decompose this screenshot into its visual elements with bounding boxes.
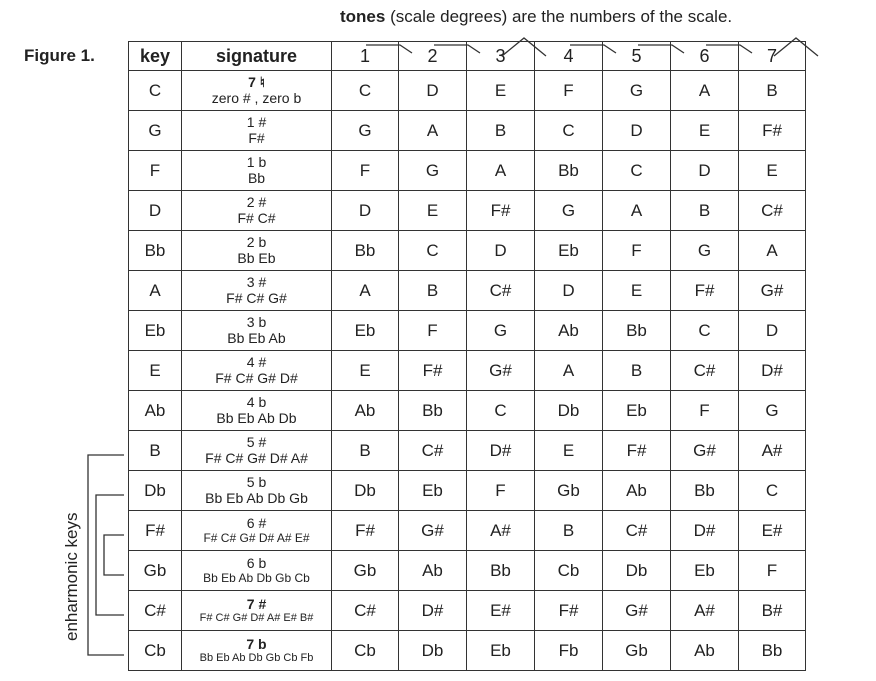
tone-cell: C#: [739, 191, 806, 231]
signature-count: 3 b: [246, 314, 267, 331]
tone-cell: G#: [739, 271, 806, 311]
key-cell: C: [129, 71, 182, 111]
tone-cell: Ab: [332, 391, 399, 431]
tone-cell: C: [467, 391, 535, 431]
tone-cell: Gb: [332, 551, 399, 591]
degree-header: 5: [603, 42, 671, 71]
signature-accidentals: F# C# G# D# A#: [205, 449, 308, 466]
signature-column-header: signature: [182, 42, 332, 71]
tone-cell: C#: [399, 431, 467, 471]
tone-cell: C: [535, 111, 603, 151]
enharmonic-bracket: [104, 535, 124, 575]
tone-cell: G#: [467, 351, 535, 391]
tone-cell: C: [671, 311, 739, 351]
signature-accidentals: zero # , zero b: [211, 89, 302, 106]
key-cell: Db: [129, 471, 182, 511]
whole-step-marker: [570, 45, 616, 53]
tone-cell: F#: [739, 111, 806, 151]
tone-cell: Gb: [535, 471, 603, 511]
tone-cell: Db: [332, 471, 399, 511]
key-cell: E: [129, 351, 182, 391]
tone-cell: Gb: [603, 631, 671, 671]
tone-cell: E: [399, 191, 467, 231]
signature-accidentals: Bb Eb Ab: [227, 329, 286, 346]
tone-cell: F: [671, 391, 739, 431]
tone-cell: C#: [603, 511, 671, 551]
enharmonic-bracket: [96, 495, 124, 615]
tone-cell: F#: [671, 271, 739, 311]
tone-cell: Eb: [535, 231, 603, 271]
tone-cell: Cb: [535, 551, 603, 591]
signature-count: 5 b: [246, 474, 267, 491]
tone-cell: C#: [332, 591, 399, 631]
signature-count: 4 b: [246, 394, 267, 411]
enharmonic-keys-label: enharmonic keys: [62, 512, 81, 641]
tone-cell: Db: [603, 551, 671, 591]
tone-cell: G: [671, 231, 739, 271]
signature-accidentals: F# C# G#: [226, 289, 287, 306]
tone-cell: E: [535, 431, 603, 471]
header-title-bold: tones: [340, 7, 386, 26]
tone-cell: F#: [603, 431, 671, 471]
tone-cell: D#: [467, 431, 535, 471]
tone-cell: E: [603, 271, 671, 311]
tone-cell: Eb: [467, 631, 535, 671]
tone-cell: F: [332, 151, 399, 191]
degree-header: 6: [671, 42, 739, 71]
key-cell: Ab: [129, 391, 182, 431]
tone-cell: Bb: [332, 231, 399, 271]
signature-accidentals: F#: [248, 129, 265, 146]
tone-cell: G#: [603, 591, 671, 631]
signature-accidentals: F# C# G# D# A# E# B#: [199, 612, 314, 625]
key-cell: F: [129, 151, 182, 191]
signature-count: 6 b: [246, 555, 267, 572]
figure-label: Figure 1.: [24, 46, 95, 65]
signature-count: 1 #: [246, 114, 267, 131]
header-title-rest: (scale degrees) are the numbers of the scale.: [385, 7, 733, 26]
tone-cell: D: [603, 111, 671, 151]
tone-cell: G#: [399, 511, 467, 551]
key-cell: Bb: [129, 231, 182, 271]
key-cell: A: [129, 271, 182, 311]
tone-cell: G: [332, 111, 399, 151]
tone-cell: Ab: [671, 631, 739, 671]
tone-cell: A: [535, 351, 603, 391]
degree-header: 3: [467, 42, 535, 71]
tone-cell: D: [332, 191, 399, 231]
tone-cell: D: [399, 71, 467, 111]
degree-header: 1: [332, 42, 399, 71]
tone-cell: Bb: [467, 551, 535, 591]
key-cell: F#: [129, 511, 182, 551]
tone-cell: Eb: [399, 471, 467, 511]
tone-cell: A: [332, 271, 399, 311]
tone-cell: Db: [399, 631, 467, 671]
tone-cell: B: [671, 191, 739, 231]
tone-cell: Db: [535, 391, 603, 431]
signature-count: 3 #: [246, 274, 267, 291]
tone-cell: Ab: [399, 551, 467, 591]
key-column-header: key: [129, 42, 182, 71]
tone-cell: E: [332, 351, 399, 391]
tone-cell: Eb: [603, 391, 671, 431]
signature-count: 5 #: [246, 434, 267, 451]
tone-cell: F#: [535, 591, 603, 631]
tone-cell: A: [399, 111, 467, 151]
signature-count: 2 #: [246, 194, 267, 211]
signature-count: 1 b: [246, 154, 267, 171]
tone-cell: G: [399, 151, 467, 191]
tone-cell: F: [535, 71, 603, 111]
tone-cell: A: [603, 191, 671, 231]
tone-cell: Eb: [332, 311, 399, 351]
tone-cell: G: [739, 391, 806, 431]
tone-cell: E#: [739, 511, 806, 551]
signature-accidentals: Bb: [247, 169, 266, 186]
tone-cell: F: [739, 551, 806, 591]
tone-cell: Fb: [535, 631, 603, 671]
half-step-marker: [502, 38, 546, 56]
key-cell: D: [129, 191, 182, 231]
tone-cell: B: [535, 511, 603, 551]
whole-step-marker: [434, 45, 480, 53]
tone-cell: Ab: [603, 471, 671, 511]
signature-count: 4 #: [246, 354, 267, 371]
tone-cell: D: [671, 151, 739, 191]
tone-cell: B: [603, 351, 671, 391]
whole-step-marker: [706, 45, 752, 53]
signature-accidentals: F# C#: [237, 209, 276, 226]
signature-accidentals: Bb Eb Ab Db Gb Cb: [203, 570, 310, 585]
degree-header: 2: [399, 42, 467, 71]
tone-cell: Bb: [535, 151, 603, 191]
tone-cell: C#: [671, 351, 739, 391]
tone-cell: B#: [739, 591, 806, 631]
signature-count: 7 ♮: [248, 74, 265, 91]
tone-cell: G: [467, 311, 535, 351]
signature-accidentals: Bb Eb Ab Db Gb: [205, 489, 308, 506]
tone-cell: G: [603, 71, 671, 111]
signature-count: 7 #: [246, 595, 267, 612]
tone-cell: D#: [739, 351, 806, 391]
key-cell: Cb: [129, 631, 182, 671]
enharmonic-bracket: [88, 455, 124, 655]
tone-cell: Ab: [535, 311, 603, 351]
tone-cell: D: [739, 311, 806, 351]
degree-header: 4: [535, 42, 603, 71]
signature-accidentals: Bb Eb Ab Db Gb Cb Fb: [199, 652, 314, 665]
tone-cell: A#: [739, 431, 806, 471]
degree-header: 7: [739, 42, 806, 71]
key-cell: Gb: [129, 551, 182, 591]
half-step-marker: [774, 38, 818, 56]
tone-cell: F#: [332, 511, 399, 551]
tone-cell: A#: [467, 511, 535, 551]
key-cell: Eb: [129, 311, 182, 351]
tone-cell: F#: [467, 191, 535, 231]
tone-cell: D: [535, 271, 603, 311]
tone-cell: Cb: [332, 631, 399, 671]
tone-cell: B: [739, 71, 806, 111]
tone-cell: F#: [399, 351, 467, 391]
tone-cell: Eb: [671, 551, 739, 591]
whole-step-marker: [366, 45, 412, 53]
tone-cell: C: [332, 71, 399, 111]
tone-cell: E: [671, 111, 739, 151]
signature-accidentals: Bb Eb: [237, 249, 276, 266]
tone-cell: B: [467, 111, 535, 151]
tone-cell: D#: [399, 591, 467, 631]
whole-step-marker: [638, 45, 684, 53]
signature-accidentals: F# C# G# D#: [215, 369, 298, 386]
tone-cell: F: [467, 471, 535, 511]
tone-cell: C: [739, 471, 806, 511]
signature-accidentals: F# C# G# D# A# E#: [203, 530, 310, 545]
tone-cell: Bb: [603, 311, 671, 351]
tone-cell: Bb: [399, 391, 467, 431]
tone-cell: Bb: [671, 471, 739, 511]
tone-cell: B: [332, 431, 399, 471]
tone-cell: E#: [467, 591, 535, 631]
tone-cell: E: [739, 151, 806, 191]
key-cell: B: [129, 431, 182, 471]
signature-count: 6 #: [246, 515, 267, 532]
tone-cell: A#: [671, 591, 739, 631]
tone-cell: A: [671, 71, 739, 111]
signature-count: 7 b: [246, 635, 267, 652]
tone-cell: F: [399, 311, 467, 351]
tone-cell: G: [535, 191, 603, 231]
tone-cell: D#: [671, 511, 739, 551]
tone-cell: A: [739, 231, 806, 271]
key-cell: C#: [129, 591, 182, 631]
signature-accidentals: Bb Eb Ab Db: [216, 409, 297, 426]
tone-cell: F: [603, 231, 671, 271]
tone-cell: G#: [671, 431, 739, 471]
signature-count: 2 b: [246, 234, 267, 251]
tone-cell: D: [467, 231, 535, 271]
tone-cell: E: [467, 71, 535, 111]
tone-cell: C: [603, 151, 671, 191]
tone-cell: B: [399, 271, 467, 311]
tone-cell: Bb: [739, 631, 806, 671]
tone-cell: C#: [467, 271, 535, 311]
tone-cell: A: [467, 151, 535, 191]
tone-cell: C: [399, 231, 467, 271]
key-cell: G: [129, 111, 182, 151]
